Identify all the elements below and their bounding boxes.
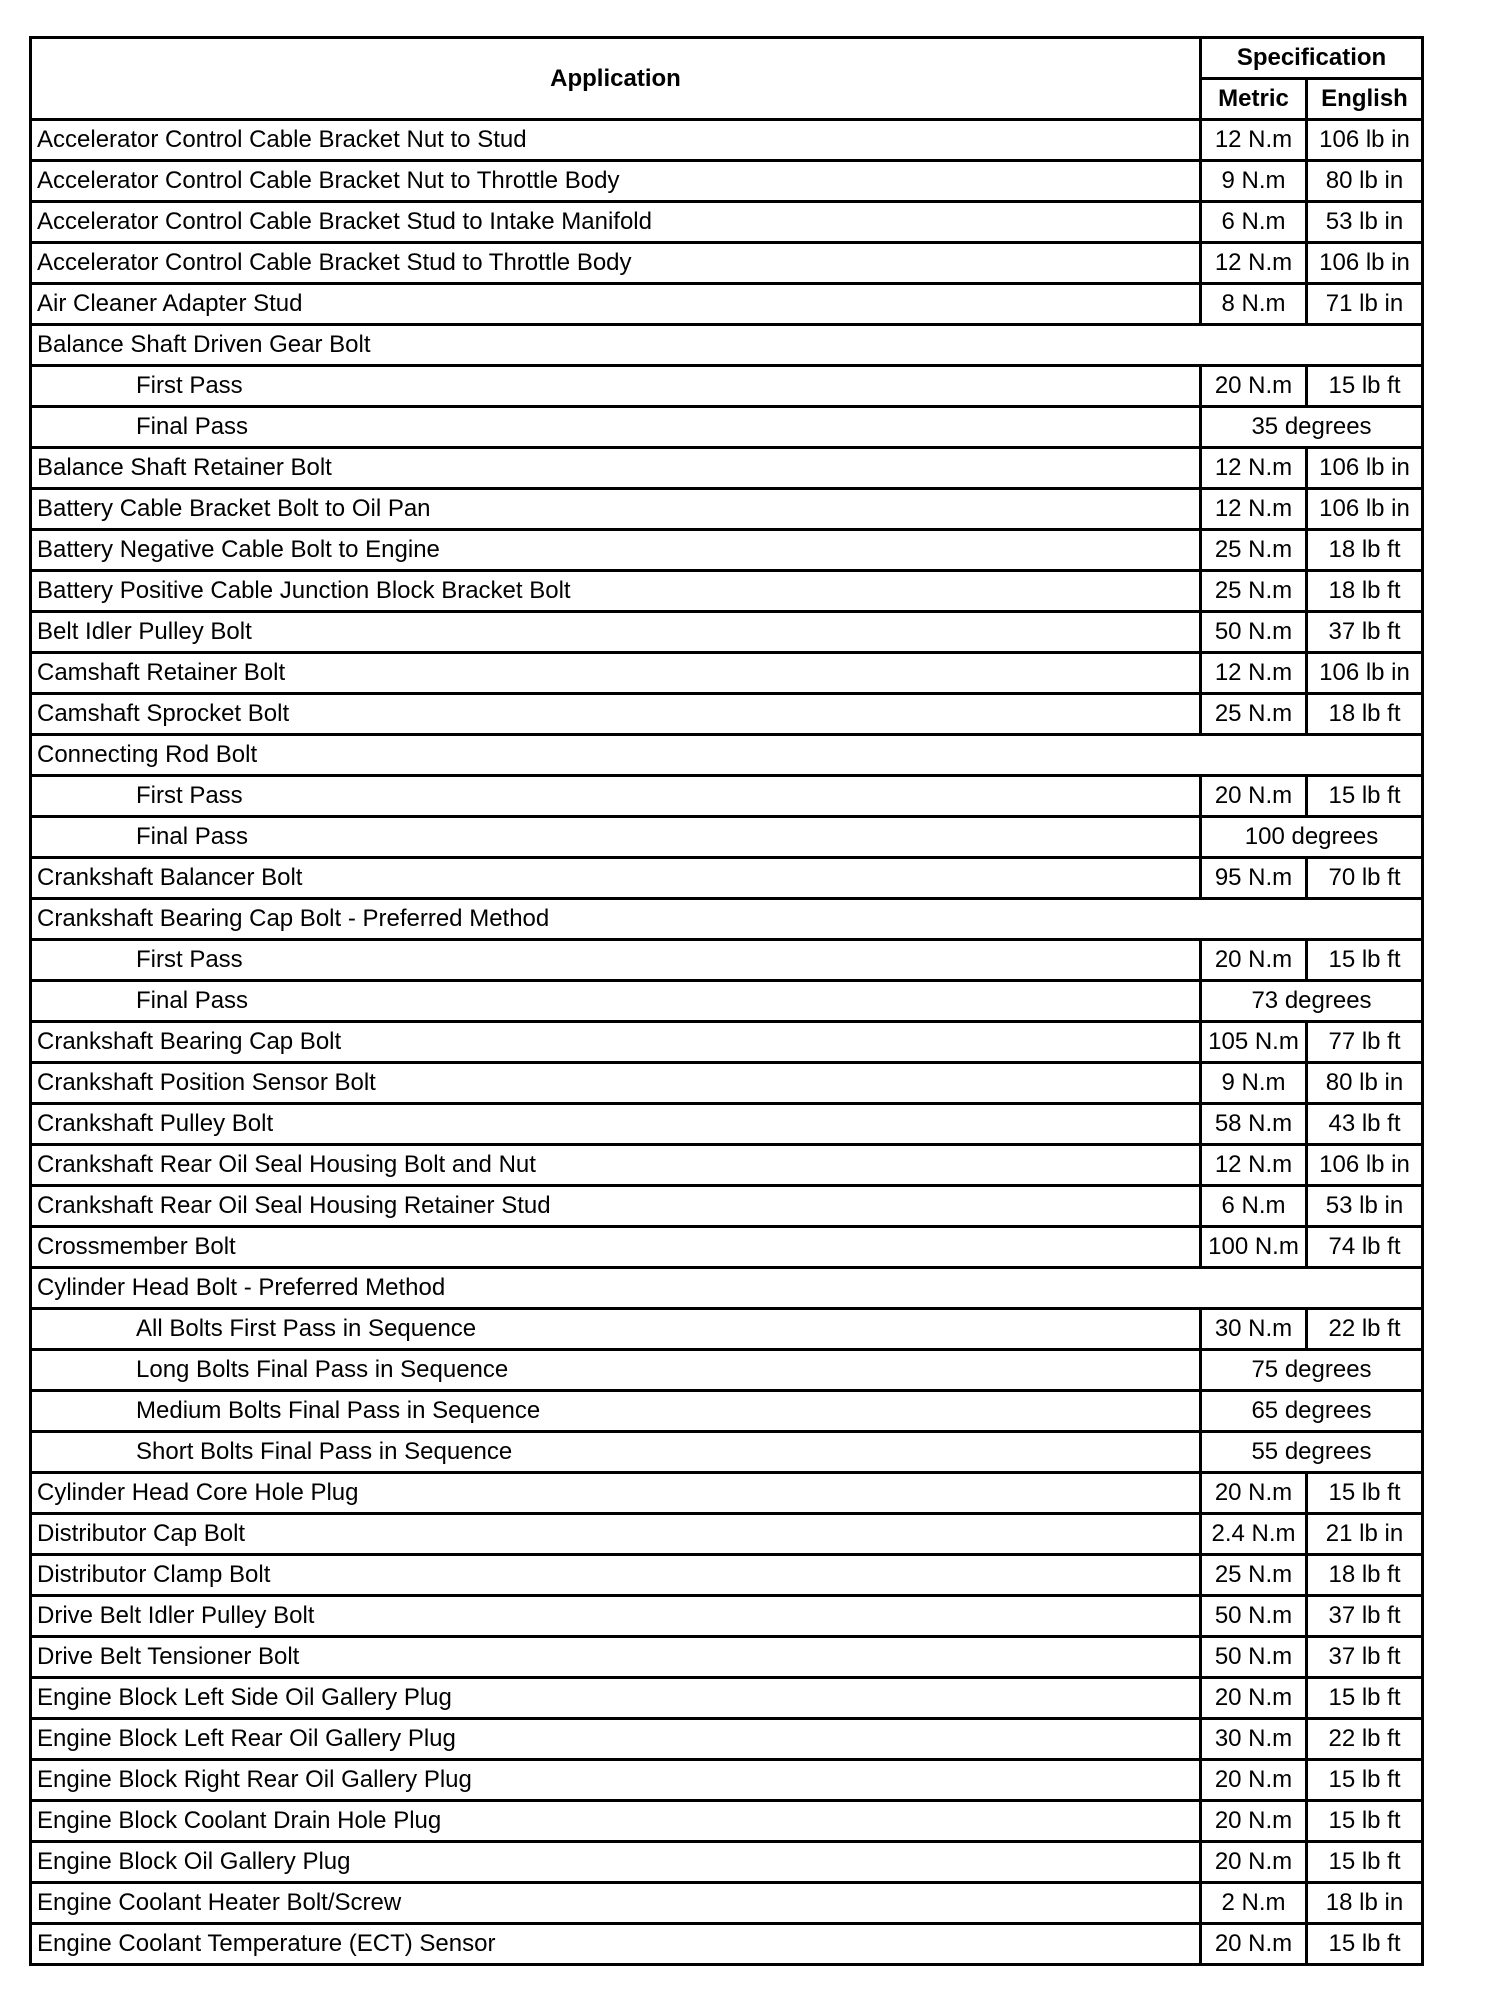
- application-cell: All Bolts First Pass in Sequence: [31, 1309, 1201, 1350]
- table-row: [31, 1186, 1423, 1227]
- application-cell: Accelerator Control Cable Bracket Nut to Throttle Body: [31, 161, 1201, 202]
- angle-spec-cell: 65 degrees: [1201, 1391, 1423, 1432]
- table-header: [31, 38, 1423, 120]
- group-heading-cell: Cylinder Head Bolt - Preferred Method: [31, 1268, 1423, 1309]
- english-cell: 77 lb ft: [1307, 1022, 1423, 1063]
- table-row: [31, 1678, 1423, 1719]
- english-cell: 15 lb ft: [1307, 1678, 1423, 1719]
- table-row: [31, 694, 1423, 735]
- application-cell: Short Bolts Final Pass in Sequence: [31, 1432, 1201, 1473]
- angle-spec-cell: 55 degrees: [1201, 1432, 1423, 1473]
- table-row: [31, 1514, 1423, 1555]
- metric-cell: 9 N.m: [1201, 1063, 1307, 1104]
- application-header: Application: [31, 38, 1201, 120]
- application-cell: First Pass: [31, 940, 1201, 981]
- application-cell: Belt Idler Pulley Bolt: [31, 612, 1201, 653]
- application-cell: Final Pass: [31, 407, 1201, 448]
- table-row: [31, 776, 1423, 817]
- application-cell: Engine Block Left Side Oil Gallery Plug: [31, 1678, 1201, 1719]
- metric-cell: 25 N.m: [1201, 694, 1307, 735]
- english-cell: 21 lb in: [1307, 1514, 1423, 1555]
- table-row: [31, 571, 1423, 612]
- metric-cell: 12 N.m: [1201, 653, 1307, 694]
- table-row: [31, 1432, 1423, 1473]
- application-cell: Distributor Cap Bolt: [31, 1514, 1201, 1555]
- table-row: [31, 161, 1423, 202]
- metric-cell: 6 N.m: [1201, 1186, 1307, 1227]
- english-cell: 22 lb ft: [1307, 1309, 1423, 1350]
- english-cell: 37 lb ft: [1307, 1596, 1423, 1637]
- table-row: [31, 120, 1423, 161]
- application-cell: Crankshaft Rear Oil Seal Housing Retainer Stud: [31, 1186, 1201, 1227]
- table-row: [31, 1350, 1423, 1391]
- metric-cell: 25 N.m: [1201, 530, 1307, 571]
- application-cell: Crankshaft Bearing Cap Bolt: [31, 1022, 1201, 1063]
- english-cell: 53 lb in: [1307, 1186, 1423, 1227]
- metric-cell: 2.4 N.m: [1201, 1514, 1307, 1555]
- angle-spec-cell: 100 degrees: [1201, 817, 1423, 858]
- english-cell: 80 lb in: [1307, 1063, 1423, 1104]
- application-cell: Engine Coolant Temperature (ECT) Sensor: [31, 1924, 1201, 1965]
- header-row-top: [31, 38, 1423, 79]
- application-cell: Crankshaft Rear Oil Seal Housing Bolt and Nut: [31, 1145, 1201, 1186]
- english-cell: 106 lb in: [1307, 489, 1423, 530]
- metric-cell: 20 N.m: [1201, 940, 1307, 981]
- english-cell: 15 lb ft: [1307, 1842, 1423, 1883]
- metric-cell: 20 N.m: [1201, 366, 1307, 407]
- table-row: [31, 1391, 1423, 1432]
- table-row: [31, 530, 1423, 571]
- torque-spec-table: [29, 36, 1424, 1966]
- english-cell: 80 lb in: [1307, 161, 1423, 202]
- application-cell: Accelerator Control Cable Bracket Stud to Intake Manifold: [31, 202, 1201, 243]
- application-cell: Engine Block Right Rear Oil Gallery Plug: [31, 1760, 1201, 1801]
- metric-cell: 8 N.m: [1201, 284, 1307, 325]
- application-cell: Accelerator Control Cable Bracket Nut to Stud: [31, 120, 1201, 161]
- english-cell: 18 lb ft: [1307, 571, 1423, 612]
- angle-spec-cell: 35 degrees: [1201, 407, 1423, 448]
- table-row: [31, 1760, 1423, 1801]
- angle-spec-cell: 73 degrees: [1201, 981, 1423, 1022]
- table-row: [31, 1719, 1423, 1760]
- table-row: [31, 1104, 1423, 1145]
- table-row: [31, 1596, 1423, 1637]
- application-cell: Battery Negative Cable Bolt to Engine: [31, 530, 1201, 571]
- table-row: [31, 817, 1423, 858]
- metric-cell: 20 N.m: [1201, 1842, 1307, 1883]
- metric-cell: 25 N.m: [1201, 1555, 1307, 1596]
- table-row: [31, 899, 1423, 940]
- application-cell: Distributor Clamp Bolt: [31, 1555, 1201, 1596]
- english-cell: 37 lb ft: [1307, 1637, 1423, 1678]
- metric-cell: 12 N.m: [1201, 489, 1307, 530]
- english-cell: 15 lb ft: [1307, 366, 1423, 407]
- application-cell: Long Bolts Final Pass in Sequence: [31, 1350, 1201, 1391]
- table-body: [31, 120, 1423, 1965]
- table-row: [31, 1924, 1423, 1965]
- english-cell: 71 lb in: [1307, 284, 1423, 325]
- group-heading-cell: Balance Shaft Driven Gear Bolt: [31, 325, 1423, 366]
- metric-header: Metric: [1201, 79, 1307, 120]
- application-cell: Engine Coolant Heater Bolt/Screw: [31, 1883, 1201, 1924]
- metric-cell: 100 N.m: [1201, 1227, 1307, 1268]
- metric-cell: 58 N.m: [1201, 1104, 1307, 1145]
- group-heading-cell: Connecting Rod Bolt: [31, 735, 1423, 776]
- application-cell: Air Cleaner Adapter Stud: [31, 284, 1201, 325]
- metric-cell: 6 N.m: [1201, 202, 1307, 243]
- metric-cell: 50 N.m: [1201, 612, 1307, 653]
- english-cell: 18 lb in: [1307, 1883, 1423, 1924]
- table-row: [31, 1801, 1423, 1842]
- english-cell: 15 lb ft: [1307, 1760, 1423, 1801]
- metric-cell: 20 N.m: [1201, 1924, 1307, 1965]
- angle-spec-cell: 75 degrees: [1201, 1350, 1423, 1391]
- english-cell: 106 lb in: [1307, 448, 1423, 489]
- application-cell: Camshaft Retainer Bolt: [31, 653, 1201, 694]
- application-cell: Final Pass: [31, 981, 1201, 1022]
- metric-cell: 12 N.m: [1201, 243, 1307, 284]
- table-row: [31, 1268, 1423, 1309]
- table-row: [31, 981, 1423, 1022]
- application-cell: Engine Block Coolant Drain Hole Plug: [31, 1801, 1201, 1842]
- metric-cell: 12 N.m: [1201, 1145, 1307, 1186]
- table-row: [31, 612, 1423, 653]
- metric-cell: 50 N.m: [1201, 1596, 1307, 1637]
- application-cell: Crankshaft Pulley Bolt: [31, 1104, 1201, 1145]
- table-row: [31, 448, 1423, 489]
- metric-cell: 50 N.m: [1201, 1637, 1307, 1678]
- metric-cell: 20 N.m: [1201, 1801, 1307, 1842]
- english-cell: 37 lb ft: [1307, 612, 1423, 653]
- metric-cell: 95 N.m: [1201, 858, 1307, 899]
- table-row: [31, 1309, 1423, 1350]
- metric-cell: 25 N.m: [1201, 571, 1307, 612]
- english-cell: 18 lb ft: [1307, 1555, 1423, 1596]
- table-row: [31, 1227, 1423, 1268]
- table-row: [31, 489, 1423, 530]
- english-cell: 53 lb in: [1307, 202, 1423, 243]
- english-cell: 18 lb ft: [1307, 694, 1423, 735]
- english-cell: 15 lb ft: [1307, 776, 1423, 817]
- metric-cell: 9 N.m: [1201, 161, 1307, 202]
- application-cell: Engine Block Left Rear Oil Gallery Plug: [31, 1719, 1201, 1760]
- table-row: [31, 243, 1423, 284]
- english-cell: 22 lb ft: [1307, 1719, 1423, 1760]
- table-row: [31, 1145, 1423, 1186]
- table-row: [31, 735, 1423, 776]
- application-cell: Cylinder Head Core Hole Plug: [31, 1473, 1201, 1514]
- table-row: [31, 1637, 1423, 1678]
- english-cell: 106 lb in: [1307, 243, 1423, 284]
- metric-cell: 12 N.m: [1201, 120, 1307, 161]
- english-cell: 15 lb ft: [1307, 940, 1423, 981]
- metric-cell: 30 N.m: [1201, 1719, 1307, 1760]
- metric-cell: 20 N.m: [1201, 1473, 1307, 1514]
- table-row: [31, 366, 1423, 407]
- metric-cell: 20 N.m: [1201, 1678, 1307, 1719]
- application-cell: Engine Block Oil Gallery Plug: [31, 1842, 1201, 1883]
- english-cell: 70 lb ft: [1307, 858, 1423, 899]
- application-cell: Battery Positive Cable Junction Block Bracket Bolt: [31, 571, 1201, 612]
- application-cell: Crankshaft Balancer Bolt: [31, 858, 1201, 899]
- metric-cell: 20 N.m: [1201, 1760, 1307, 1801]
- application-cell: Accelerator Control Cable Bracket Stud to Throttle Body: [31, 243, 1201, 284]
- table-row: [31, 407, 1423, 448]
- metric-cell: 105 N.m: [1201, 1022, 1307, 1063]
- application-cell: First Pass: [31, 366, 1201, 407]
- metric-cell: 12 N.m: [1201, 448, 1307, 489]
- english-cell: 15 lb ft: [1307, 1924, 1423, 1965]
- table-row: [31, 858, 1423, 899]
- table-row: [31, 1555, 1423, 1596]
- table-row: [31, 284, 1423, 325]
- table-row: [31, 1473, 1423, 1514]
- application-cell: Crankshaft Position Sensor Bolt: [31, 1063, 1201, 1104]
- application-cell: First Pass: [31, 776, 1201, 817]
- english-cell: 15 lb ft: [1307, 1473, 1423, 1514]
- table-row: [31, 940, 1423, 981]
- english-cell: 74 lb ft: [1307, 1227, 1423, 1268]
- english-cell: 106 lb in: [1307, 1145, 1423, 1186]
- table-row: [31, 1063, 1423, 1104]
- metric-cell: 2 N.m: [1201, 1883, 1307, 1924]
- application-cell: Drive Belt Idler Pulley Bolt: [31, 1596, 1201, 1637]
- group-heading-cell: Crankshaft Bearing Cap Bolt - Preferred Method: [31, 899, 1423, 940]
- application-cell: Camshaft Sprocket Bolt: [31, 694, 1201, 735]
- table-row: [31, 653, 1423, 694]
- english-cell: 15 lb ft: [1307, 1801, 1423, 1842]
- metric-cell: 20 N.m: [1201, 776, 1307, 817]
- table-row: [31, 1883, 1423, 1924]
- english-cell: 43 lb ft: [1307, 1104, 1423, 1145]
- english-cell: 106 lb in: [1307, 120, 1423, 161]
- application-cell: Battery Cable Bracket Bolt to Oil Pan: [31, 489, 1201, 530]
- application-cell: Final Pass: [31, 817, 1201, 858]
- application-cell: Balance Shaft Retainer Bolt: [31, 448, 1201, 489]
- english-header: English: [1307, 79, 1423, 120]
- application-cell: Crossmember Bolt: [31, 1227, 1201, 1268]
- metric-cell: 30 N.m: [1201, 1309, 1307, 1350]
- english-cell: 106 lb in: [1307, 653, 1423, 694]
- table-row: [31, 325, 1423, 366]
- table-row: [31, 202, 1423, 243]
- table-row: [31, 1842, 1423, 1883]
- application-cell: Drive Belt Tensioner Bolt: [31, 1637, 1201, 1678]
- specification-header: Specification: [1201, 38, 1423, 79]
- english-cell: 18 lb ft: [1307, 530, 1423, 571]
- table-row: [31, 1022, 1423, 1063]
- application-cell: Medium Bolts Final Pass in Sequence: [31, 1391, 1201, 1432]
